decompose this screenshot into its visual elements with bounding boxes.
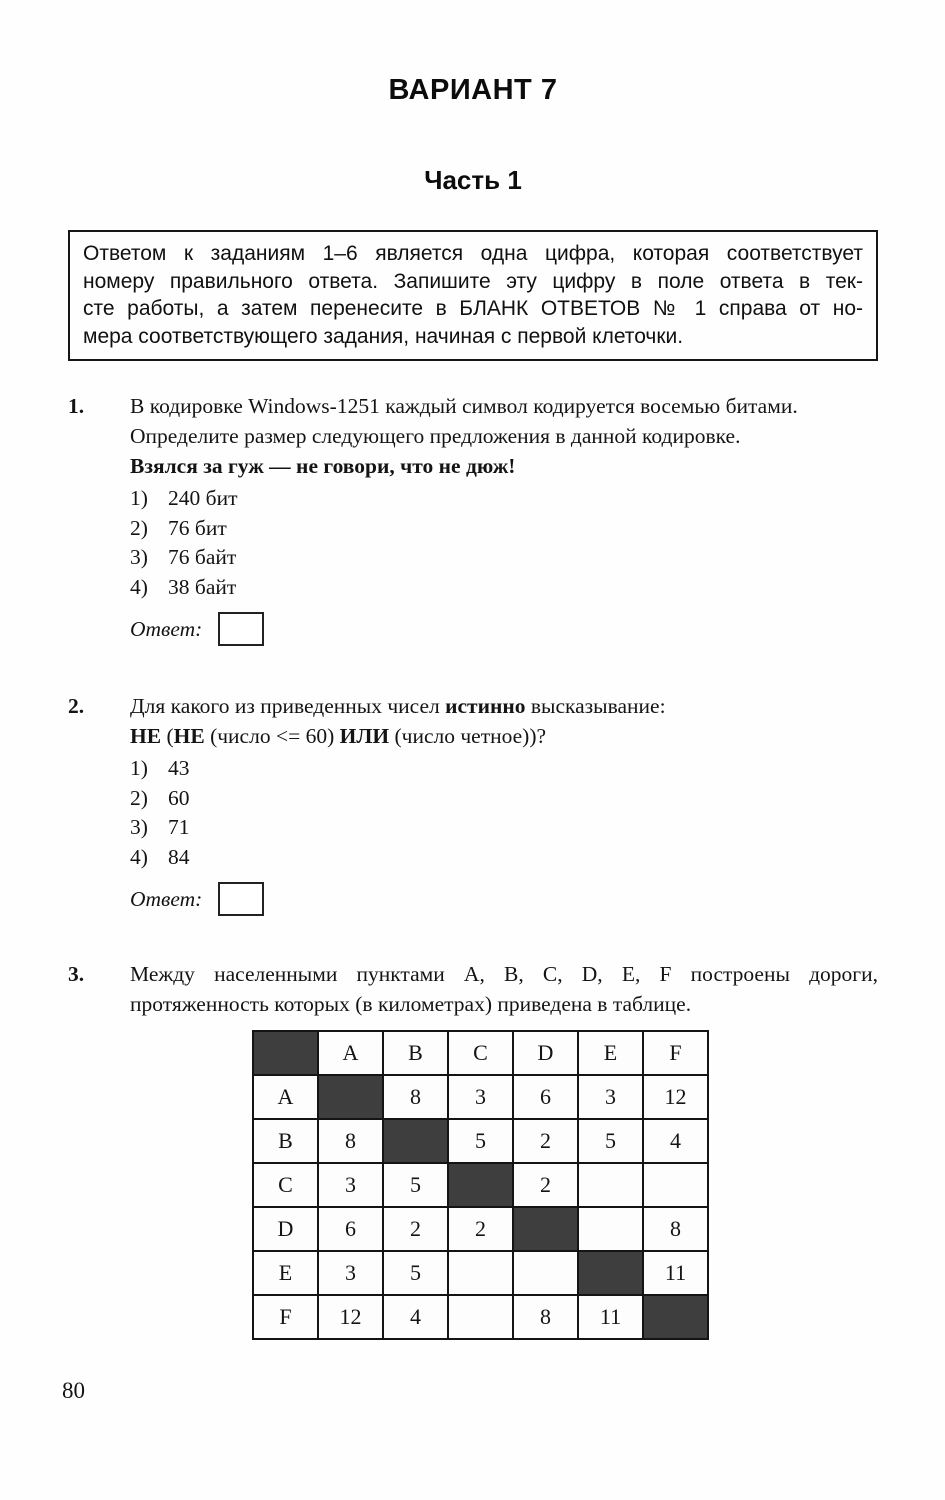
- table-value-cell: [448, 1251, 513, 1295]
- question-number: 3.: [68, 962, 85, 986]
- table-value-cell: [578, 1207, 643, 1251]
- q2-intro-bold: истинно: [445, 694, 526, 718]
- table-value-cell: 2: [513, 1163, 578, 1207]
- option-row: [130, 754, 878, 784]
- table-dark-cell: [643, 1295, 708, 1339]
- table-row: [253, 1251, 708, 1295]
- q1-options: [130, 484, 878, 602]
- option-number: 1): [130, 756, 148, 780]
- table-label-cell: B: [383, 1031, 448, 1075]
- q2-intro: [130, 691, 878, 721]
- question-3: [68, 959, 878, 1340]
- option-text: 84: [168, 844, 190, 869]
- table-value-cell: 8: [513, 1295, 578, 1339]
- option-text: 76 байт: [168, 545, 237, 569]
- option-row: [130, 484, 878, 514]
- question-body: [130, 691, 878, 917]
- table-value-cell: 5: [383, 1163, 448, 1207]
- option-row: [130, 573, 878, 603]
- table-value-cell: 11: [578, 1295, 643, 1339]
- table-dark-cell: [578, 1251, 643, 1295]
- table-label-cell: C: [448, 1031, 513, 1075]
- option-number: 1): [130, 486, 148, 510]
- table-label-cell: F: [253, 1295, 318, 1339]
- instruction-box: [68, 230, 878, 361]
- table-value-cell: 5: [383, 1251, 448, 1295]
- table-value-cell: 8: [318, 1119, 383, 1163]
- question-number: 2.: [68, 694, 85, 718]
- table-value-cell: [448, 1295, 513, 1339]
- formula-text: (: [161, 724, 174, 748]
- table-label-cell: F: [643, 1031, 708, 1075]
- table-value-cell: 6: [318, 1207, 383, 1251]
- answer-row: [130, 611, 878, 647]
- q1-intro: В кодировке Windows-1251 каждый символ кодируется восемью битами.: [130, 394, 798, 418]
- question-body: [130, 391, 878, 647]
- option-number: 2): [130, 785, 148, 810]
- instruction-line: номеру правильного ответа. Запишите эту цифру в поле ответа в тек-: [83, 269, 863, 293]
- table-value-cell: 12: [318, 1295, 383, 1339]
- table-dark-cell: [253, 1031, 318, 1075]
- table-dark-cell: [383, 1119, 448, 1163]
- table-label-cell: E: [578, 1031, 643, 1075]
- formula-or: ИЛИ: [339, 724, 390, 748]
- q2-options: [130, 754, 878, 872]
- formula-text: (число <= 60): [204, 724, 340, 748]
- option-number: 4): [130, 574, 148, 599]
- option-row: [130, 813, 878, 843]
- table-row: [253, 1075, 708, 1119]
- option-text: 71: [168, 815, 190, 839]
- table-dark-cell: [318, 1075, 383, 1119]
- option-text: 60: [168, 785, 190, 810]
- part-title: Часть 1: [424, 165, 522, 195]
- q2-intro-post: высказывание:: [525, 694, 666, 718]
- table-value-cell: 3: [318, 1163, 383, 1207]
- table-row: [253, 1163, 708, 1207]
- question-1: [68, 391, 878, 647]
- question-number: 1.: [68, 394, 85, 418]
- option-text: 76 бит: [168, 515, 227, 540]
- table-label-cell: D: [253, 1207, 318, 1251]
- table-label-cell: A: [253, 1075, 318, 1119]
- instruction-line: мера соответствующего задания, начиная с первой клеточки.: [83, 324, 684, 348]
- option-text: 38 байт: [168, 574, 237, 599]
- formula-not-2: НЕ: [173, 724, 205, 748]
- table-row: [253, 1295, 708, 1339]
- option-number: 2): [130, 515, 148, 540]
- formula-text: (число четное))?: [389, 724, 547, 748]
- table-value-cell: [643, 1163, 708, 1207]
- table-label-cell: A: [318, 1031, 383, 1075]
- table-value-cell: 8: [383, 1075, 448, 1119]
- option-number: 3): [130, 815, 148, 839]
- table-dark-cell: [513, 1207, 578, 1251]
- table-label-cell: D: [513, 1031, 578, 1075]
- q2-intro-pre: Для какого из приведенных чисел: [130, 694, 446, 718]
- table-value-cell: 5: [448, 1119, 513, 1163]
- table-value-cell: 6: [513, 1075, 578, 1119]
- table-value-cell: [513, 1251, 578, 1295]
- question-body: [130, 959, 878, 1340]
- table-value-cell: 5: [578, 1119, 643, 1163]
- q2-formula: [130, 721, 878, 751]
- question-2: [68, 691, 878, 917]
- option-row: [130, 543, 878, 573]
- option-number: 3): [130, 545, 148, 569]
- table-value-cell: 4: [643, 1119, 708, 1163]
- option-text: 43: [168, 756, 190, 780]
- table-value-cell: 2: [513, 1119, 578, 1163]
- table-value-cell: 8: [643, 1207, 708, 1251]
- answer-box[interactable]: [218, 882, 264, 916]
- table-value-cell: 3: [318, 1251, 383, 1295]
- table-value-cell: 2: [448, 1207, 513, 1251]
- table-label-cell: B: [253, 1119, 318, 1163]
- option-row: [130, 514, 878, 544]
- q3-intro: Между населенными пунктами A, B, C, D, E, F построены дороги, протяженность которых (в километрах) приведена в таблице.: [130, 962, 878, 1016]
- answer-box[interactable]: [218, 612, 264, 646]
- table-row: [253, 1119, 708, 1163]
- table-label-cell: C: [253, 1163, 318, 1207]
- table-value-cell: 4: [383, 1295, 448, 1339]
- distance-table: [252, 1030, 709, 1340]
- answer-row: [130, 881, 878, 917]
- option-row: [130, 784, 878, 814]
- table-value-cell: 11: [643, 1251, 708, 1295]
- answer-label: Ответ:: [130, 617, 203, 641]
- table-row: [253, 1207, 708, 1251]
- table-dark-cell: [448, 1163, 513, 1207]
- option-row: [130, 843, 878, 873]
- table-value-cell: 3: [448, 1075, 513, 1119]
- table-label-cell: E: [253, 1251, 318, 1295]
- option-text: 240 бит: [168, 486, 238, 510]
- table-value-cell: 2: [383, 1207, 448, 1251]
- table-value-cell: 12: [643, 1075, 708, 1119]
- q1-task: Определите размер следующего предложения в данной кодировке.: [130, 424, 741, 448]
- formula-not-1: НЕ: [130, 724, 162, 748]
- answer-label: Ответ:: [130, 887, 203, 911]
- table-value-cell: [578, 1163, 643, 1207]
- instruction-line: сте работы, а затем перенесите в БЛАНК ОТВЕТОВ № 1 справа от но-: [83, 297, 863, 320]
- option-number: 4): [130, 844, 148, 869]
- q1-sentence: Взялся за гуж — не говори, что не дюж!: [130, 454, 516, 478]
- page-number: 80: [62, 1378, 85, 1403]
- table-header-row: [253, 1031, 708, 1075]
- instruction-line: Ответом к заданиям 1–6 является одна цифра, которая соответствует: [83, 242, 863, 265]
- table-value-cell: 3: [578, 1075, 643, 1119]
- page-title: ВАРИАНТ 7: [388, 74, 558, 106]
